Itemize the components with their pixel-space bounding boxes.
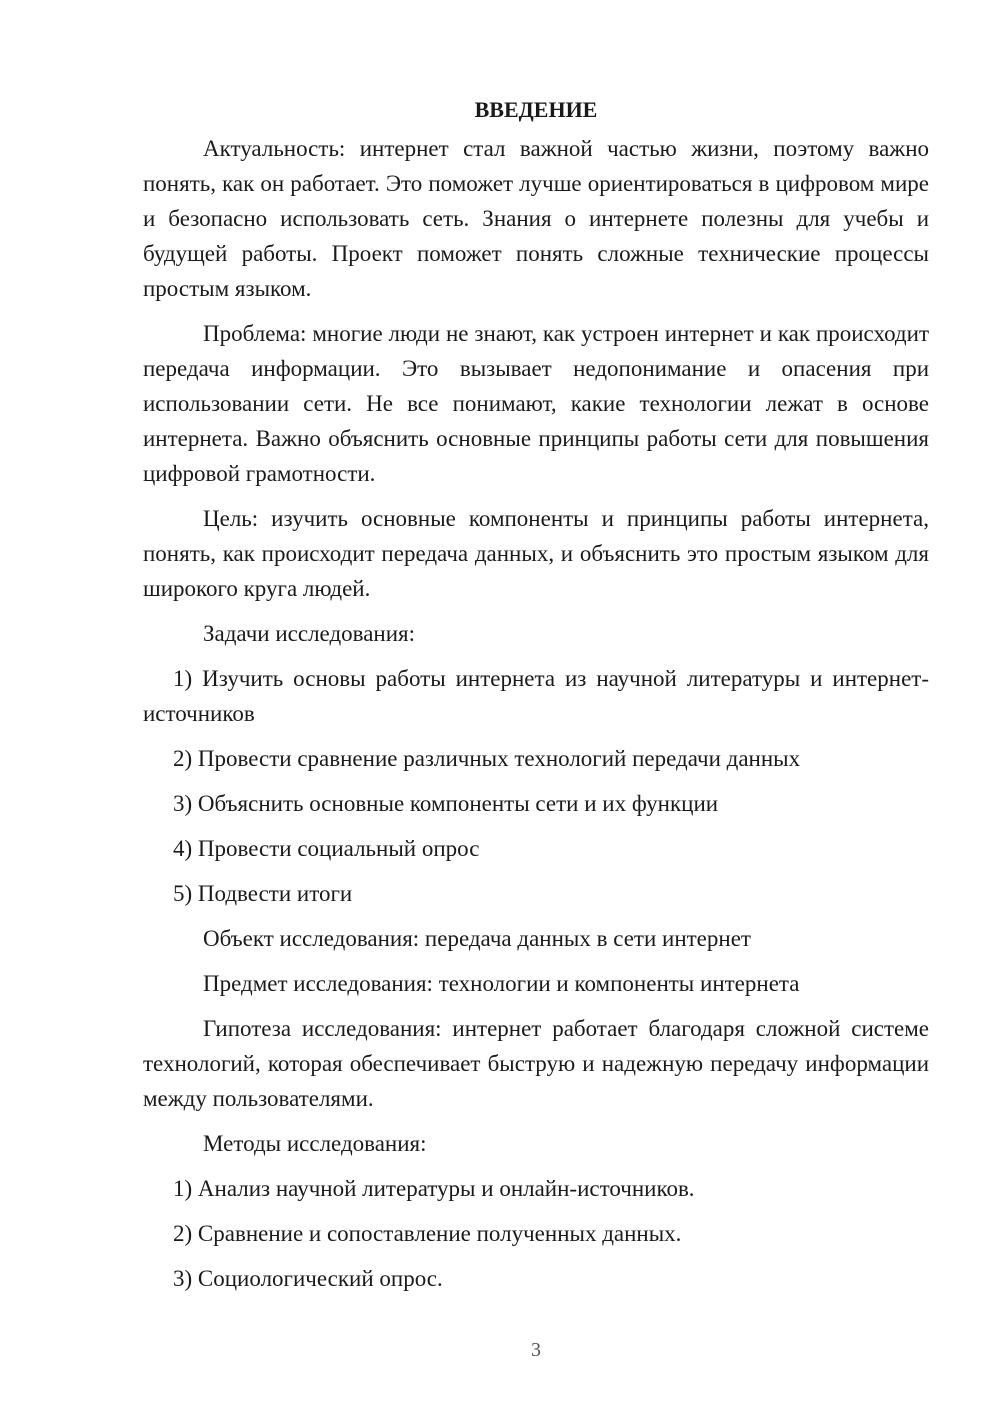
methods-heading: Методы исследования: xyxy=(203,1131,427,1156)
page-title: ВВЕДЕНИЕ xyxy=(474,97,598,122)
relevance-paragraph: Актуальность: интернет стал важной частью жизни, поэтому важно понять, как он работает. Это поможет лучше ориентироваться в цифровом мире и безопасно использовать сеть. Знания о интернете полезны для учебы и будущей работы. Проект поможет понять сложные технические процессы простым языком. xyxy=(143,136,929,301)
task-item: 5) Подвести итоги xyxy=(173,881,353,906)
task-item: 4) Провести социальный опрос xyxy=(173,836,480,861)
task-item: 1) Изучить основы работы интернета из научной литературы и интернет-источников xyxy=(143,666,929,726)
subject-paragraph: Предмет исследования: технологии и компоненты интернета xyxy=(203,971,800,996)
method-item: 2) Сравнение и сопоставление полученных данных. xyxy=(173,1221,682,1246)
document-body xyxy=(143,92,929,1306)
hypothesis-paragraph: Гипотеза исследования: интернет работает благодаря сложной системе технологий, которая обеспечивает быструю и надежную передачу информации между пользователями. xyxy=(143,1016,929,1111)
method-item: 1) Анализ научной литературы и онлайн-источников. xyxy=(173,1176,695,1201)
object-paragraph: Объект исследования: передача данных в сети интернет xyxy=(203,926,751,951)
task-item: 2) Провести сравнение различных технологий передачи данных xyxy=(173,746,801,771)
method-item: 3) Социологический опрос. xyxy=(173,1266,443,1291)
goal-paragraph: Цель: изучить основные компоненты и принципы работы интернета, понять, как происходит передача данных, и объяснить это простым языком для широкого круга людей. xyxy=(143,506,929,601)
page-number: 3 xyxy=(531,1339,541,1361)
task-item: 3) Объяснить основные компоненты сети и их функции xyxy=(173,791,719,816)
problem-paragraph: Проблема: многие люди не знают, как устроен интернет и как происходит передача информации. Это вызывает недопонимание и опасения при использовании сети. Не все понимают, какие технологии лежат в основе интернета. Важно объяснить основные принципы работы сети для повышения цифровой грамотности. xyxy=(143,321,929,486)
tasks-heading: Задачи исследования: xyxy=(203,621,416,646)
